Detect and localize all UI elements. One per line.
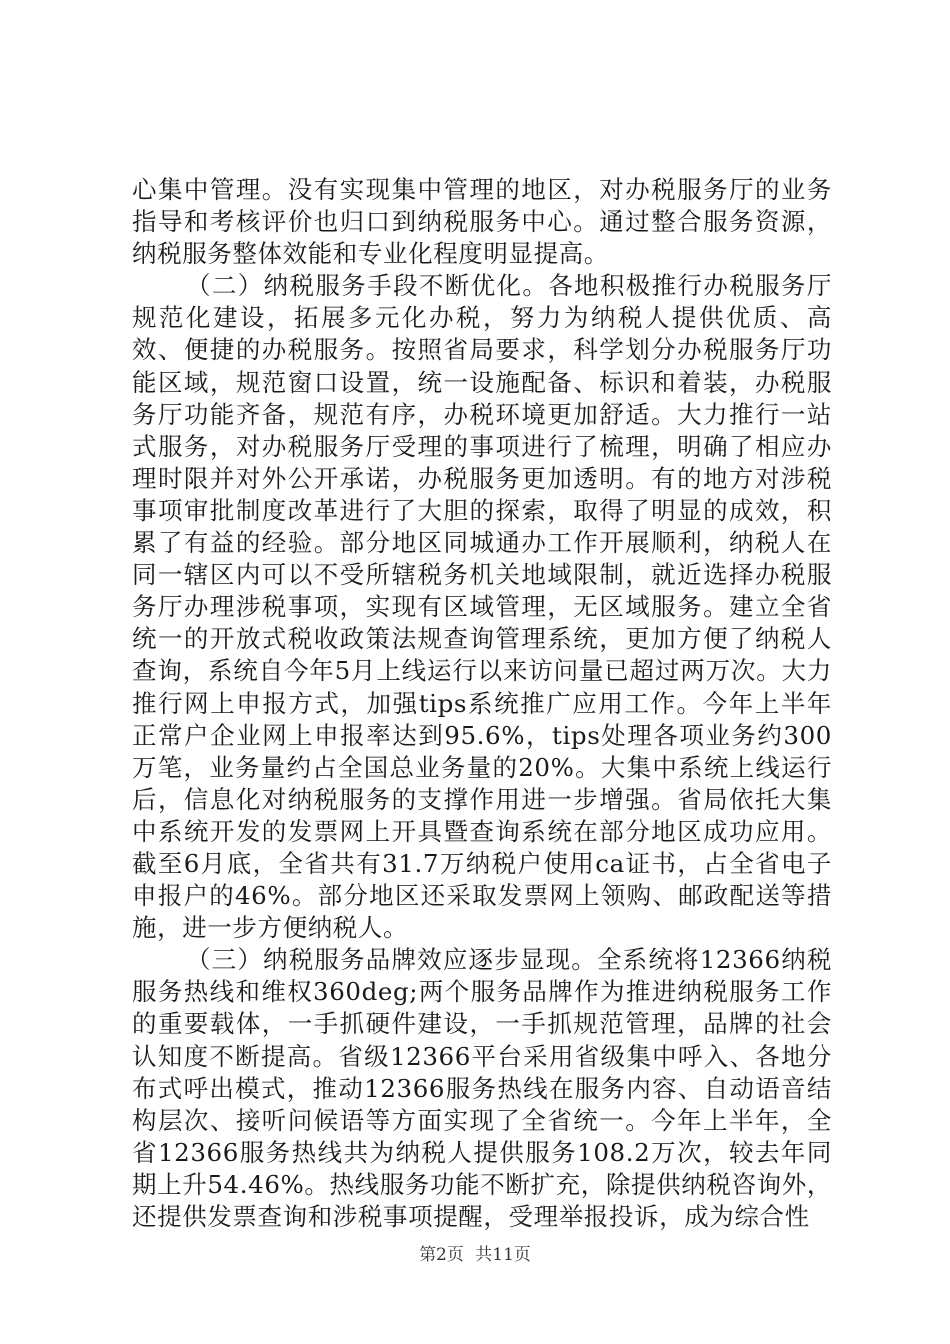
- document-body: [132, 174, 832, 1233]
- paragraph-continuation: 心集中管理。没有实现集中管理的地区，对办税服务厅的业务指导和考核评价也归口到纳税服务中心。通过整合服务资源，纳税服务整体效能和专业化程度明显提高。: [132, 175, 832, 269]
- page-footer: [0, 1244, 950, 1266]
- page-total: 共11页: [475, 1245, 531, 1265]
- paragraph-service-brand: （三）纳税服务品牌效应逐步显现。全系统将12366纳税服务热线和维权360deg;两个服务品牌作为推进纳税服务工作的重要载体，一手抓硬件建设，一手抓规范管理，品牌的社会认知度不断提高。省级12366平台采用省级集中呼入、各地分布式呼出模式，推动12366服务热线在服务内容、自动语音结构层次、接听问候语等方面实现了全省统一。今年上半年，全省12366服务热线共为纳税人提供服务108.2万次，较去年同期上升54.46%。热线服务功能不断扩充，除提供纳税咨询外，还提供发票查询和涉税事项提醒，受理举报投诉，成为综合性: [132, 945, 832, 1231]
- page-number: 第2页: [419, 1245, 464, 1265]
- paragraph-service-means: （二）纳税服务手段不断优化。各地积极推行办税服务厅规范化建设，拓展多元化办税，努力为纳税人提供优质、高效、便捷的办税服务。按照省局要求，科学划分办税服务厅功能区域，规范窗口设置，统一设施配备、标识和着装，办税服务厅功能齐备，规范有序，办税环境更加舒适。大力推行一站式服务，对办税服务厅受理的事项进行了梳理，明确了相应办理时限并对外公开承诺，办税服务更加透明。有的地方对涉税事项审批制度改革进行了大胆的探索，取得了明显的成效，积累了有益的经验。部分地区同城通办工作开展顺利，纳税人在同一辖区内可以不受所辖税务机关地域限制，就近选择办税服务厅办理涉税事项，实现有区域管理，无区域服务。建立全省统一的开放式税收政策法规查询管理系统，更加方便了纳税人查询，系统自今年5月上线运行以来访问量已超过两万次。大力推行网上申报方式，加强tips系统推广应用工作。今年上半年正常户企业网上申报率达到95.6%，tips处理各项业务约300万笔，业务量约占全国总业务量的20%。大集中系统上线运行后，信息化对纳税服务的支撑作用进一步增强。省局依托大集中系统开发的发票网上开具暨查询系统在部分地区成功应用。截至6月底，全省共有31.7万纳税户使用ca证书，占全省电子申报户的46%。部分地区还采取发票网上领购、邮政配送等措施，进一步方便纳税人。: [132, 271, 832, 943]
